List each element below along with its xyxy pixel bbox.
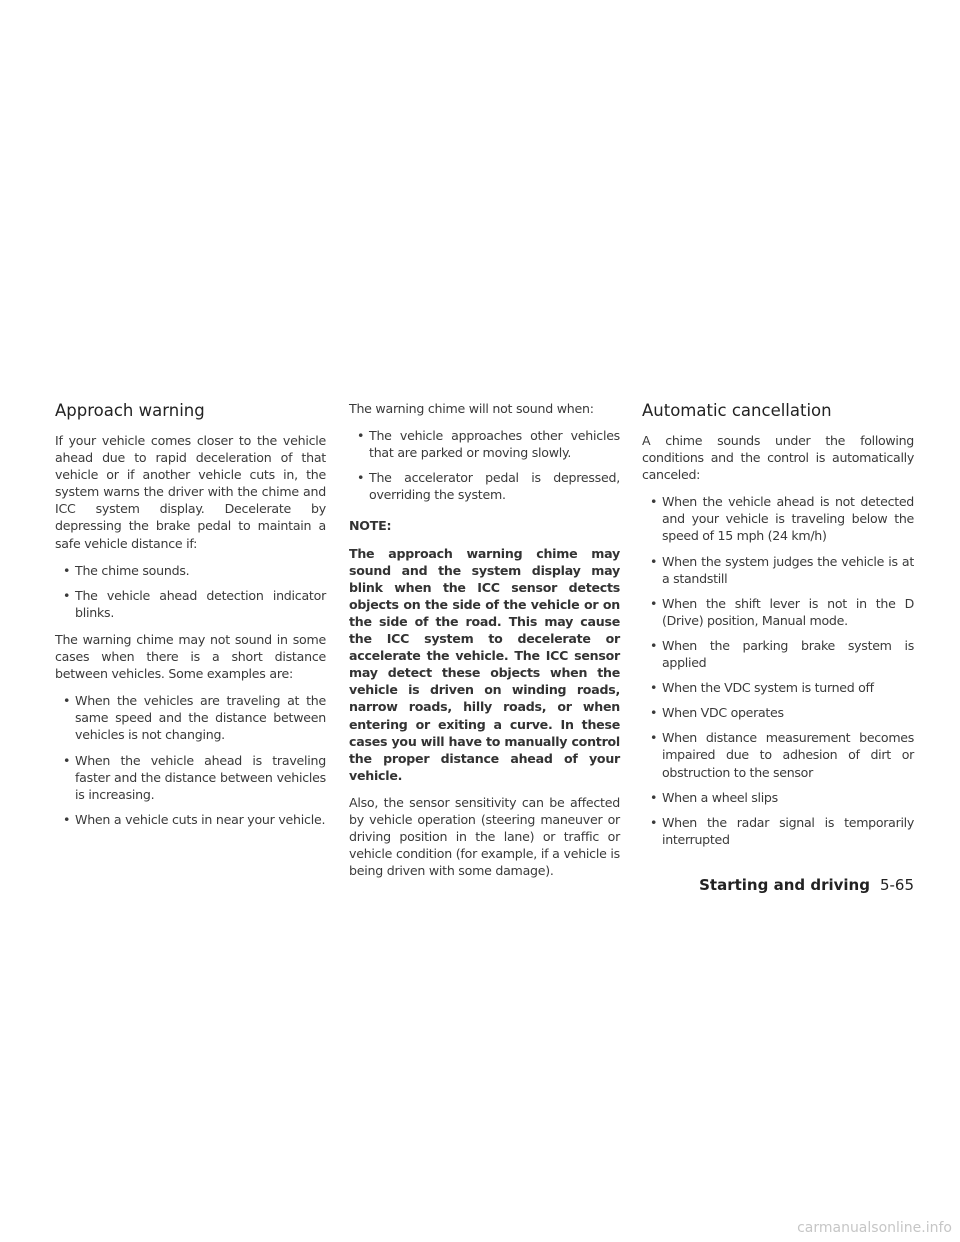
page-footer (699, 876, 914, 894)
list-item: • When a vehicle cuts in near your vehicle. (55, 811, 326, 828)
list-item: • The vehicle ahead detection indicator blinks. (55, 587, 326, 621)
list-item: • When the shift lever is not in the D (Drive) position, Manual mode. (642, 595, 914, 629)
note-label: NOTE: (349, 518, 392, 534)
list-item: • When the vehicle ahead is not detected and your vehicle is traveling below the speed of 15 mph (24 km/h) (642, 493, 914, 544)
list-item: • When a wheel slips (642, 789, 914, 806)
heading-approach-warning: Approach warning (55, 401, 205, 420)
bullet-list (642, 493, 914, 848)
list-item: • When VDC operates (642, 704, 914, 721)
paragraph: The warning chime may not sound in some cases when there is a short distance between vehicles. Some examples are: (55, 631, 326, 682)
paragraph: If your vehicle comes closer to the vehicle ahead due to rapid deceleration of that vehicle or if another vehicle cuts in, the system warns the driver with the chime and ICC system display. Decelerate by depressing the brake pedal to maintain a safe vehicle distance if: (55, 433, 326, 551)
page-number: 5-65 (879, 876, 914, 894)
list-item: • When the vehicles are traveling at the same speed and the distance between vehicles is not changing. (55, 692, 326, 743)
list-item: • The chime sounds. (55, 562, 326, 579)
footer-section-title: Starting and driving (699, 876, 870, 894)
paragraph: The warning chime will not sound when: (349, 401, 594, 416)
paragraph: Also, the sensor sensitivity can be affected by vehicle operation (steering maneuver or driving position in the lane) or traffic or vehicle condition (for example, if a vehicle is being driven with some damage). (349, 794, 620, 879)
column-right (642, 400, 914, 858)
paragraph: A chime sounds under the following conditions and the control is automatically canceled: (642, 433, 914, 483)
list-item: • When the VDC system is turned off (642, 679, 914, 696)
bullet-list (349, 427, 620, 503)
column-middle (349, 400, 620, 889)
column-left (55, 400, 326, 838)
watermark-link[interactable]: carmanualsonline.info (797, 1220, 952, 1236)
note-text: The approach warning chime may sound and the system display may blink when the ICC sensor detects objects on the side of the vehicle or on the side of the road. This may cause the ICC system to decelerate or accelerate the vehicle. The ICC sensor may detect these objects when the vehicle is driven on winding roads, narrow roads, hilly roads, or when entering or exiting a curve. In these cases you will have to manually control the proper distance ahead of your vehicle. (349, 545, 620, 783)
list-item: • When the system judges the vehicle is at a standstill (642, 553, 914, 587)
list-item: • The vehicle approaches other vehicles that are parked or moving slowly. (349, 427, 620, 461)
list-item: • When the parking brake system is applied (642, 637, 914, 671)
list-item: • The accelerator pedal is depressed, overriding the system. (349, 469, 620, 503)
list-item: • When the vehicle ahead is traveling faster and the distance between vehicles is increasing. (55, 752, 326, 803)
bullet-list (55, 692, 326, 828)
bullet-list (55, 562, 326, 621)
list-item: • When the radar signal is temporarily interrupted (642, 814, 914, 848)
list-item: • When distance measurement becomes impaired due to adhesion of dirt or obstruction to the sensor (642, 729, 914, 780)
heading-automatic-cancellation: Automatic cancellation (642, 401, 832, 420)
